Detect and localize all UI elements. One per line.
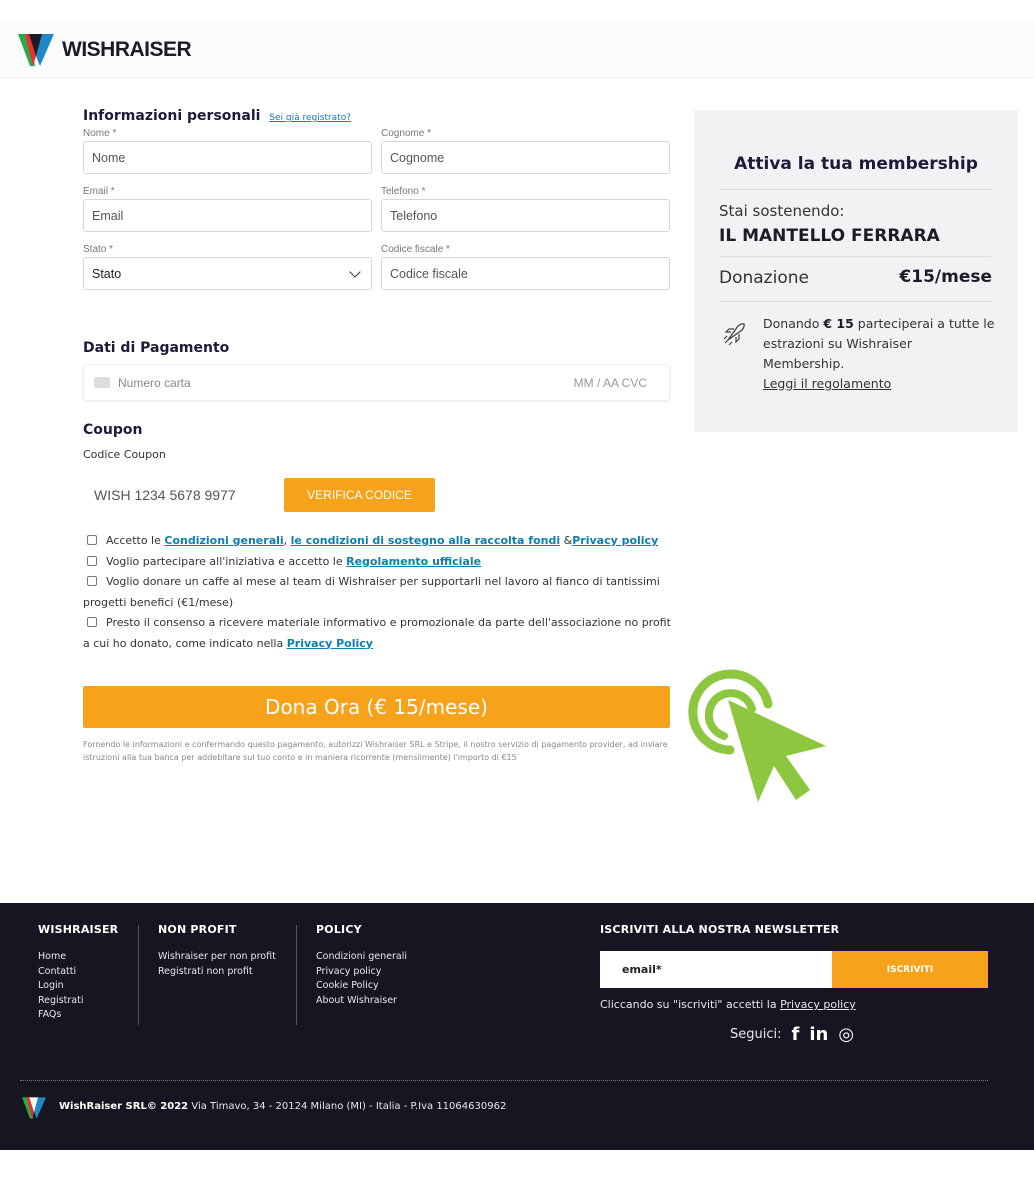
card-expiry-cvc[interactable]: MM / AA CVC (573, 375, 647, 390)
footer-col-nonprofit (158, 923, 276, 979)
wishraiser-logo-icon (18, 32, 54, 68)
site-header (0, 20, 1034, 78)
footer-link-wishraiser-nonprofit[interactable]: Wishraiser per non profit (158, 951, 276, 962)
regulation-checkbox[interactable] (87, 556, 97, 566)
cognome-input[interactable] (381, 141, 670, 174)
regolamento-ufficiale-link[interactable]: Regolamento ufficiale (346, 554, 482, 568)
footer-col-title: POLICY (316, 923, 362, 936)
newsletter-terms-text: Cliccando su "iscriviti" accetti la (600, 998, 781, 1011)
footer-link-cookie[interactable]: Cookie Policy (316, 980, 379, 991)
instagram-icon[interactable]: ◎ (838, 1024, 855, 1045)
newsletter-privacy-link[interactable]: Privacy policy (780, 998, 856, 1011)
consent-marketing (83, 613, 673, 654)
marketing-checkbox[interactable] (87, 617, 97, 627)
consent-regulation (83, 552, 673, 573)
footer-col-wishraiser (38, 923, 118, 1023)
footer-separator (138, 925, 139, 1025)
codice-fiscale-field-group (381, 242, 670, 290)
consent-terms-sep: , (283, 534, 291, 547)
wishraiser-logo-icon (22, 1096, 46, 1120)
footer-link-contatti[interactable]: Contatti (38, 965, 77, 977)
membership-panel (694, 110, 1018, 432)
footer-col-title: NON PROFIT (158, 923, 237, 936)
nome-input[interactable] (83, 141, 372, 174)
nome-label: Nome * (83, 128, 117, 139)
copyright-company: WishRaiser SRL© 2022 (59, 1101, 189, 1112)
terms-checkbox[interactable] (87, 535, 97, 545)
privacy-policy-link-2[interactable]: Privacy Policy (286, 636, 373, 650)
brand-logo[interactable] (18, 32, 191, 68)
condizioni-sostegno-link[interactable]: le condizioni di sostegno alla raccolta fondi (290, 534, 561, 547)
rocket-icon (722, 320, 748, 346)
footer-link-login[interactable]: Login (38, 980, 64, 991)
telefono-label: Telefono * (381, 186, 426, 197)
consent-terms-text: Accetto le (106, 534, 165, 547)
email-placeholder: Email (92, 208, 124, 223)
condizioni-generali-link[interactable]: Condizioni generali (164, 534, 284, 547)
newsletter-title-wrap (600, 923, 839, 950)
card-number-input[interactable] (83, 364, 670, 401)
stato-select[interactable] (83, 257, 372, 290)
personal-info-title (83, 108, 671, 124)
copyright-address: Via Timavo, 34 - 20124 Milano (MI) - Italia - P.Iva 11064630962 (188, 1101, 507, 1112)
coupon-label: Codice Coupon (83, 448, 166, 461)
note-prefix: Donando (763, 316, 824, 331)
divider (719, 301, 991, 302)
donation-form (83, 108, 671, 290)
membership-title: Attiva la tua membership (734, 154, 978, 174)
footer-link-condizioni[interactable]: Condizioni generali (316, 951, 408, 962)
divider (719, 256, 991, 257)
nome-field-group (83, 126, 372, 174)
regulation-link[interactable]: Leggi il regolamento (763, 376, 892, 391)
footer-link-privacy[interactable]: Privacy policy (316, 965, 382, 977)
coupon-title: Coupon (83, 422, 143, 438)
supported-organization: IL MANTELLO FERRARA (719, 226, 940, 246)
payment-title: Dati di Pagamento (83, 340, 230, 356)
newsletter-subscribe-button[interactable]: ISCRIVITI (832, 951, 988, 988)
social-follow (730, 1024, 854, 1045)
contact-row (83, 184, 671, 232)
consent-marketing-text: Presto il consenso a ricevere materiale informativo e promozionale da parte dell'associazione no profit a cui ho donato, come indicato nella (83, 616, 671, 650)
facebook-icon[interactable]: f (791, 1024, 800, 1045)
credit-card-icon (94, 377, 110, 388)
cognome-label: Cognome * (381, 128, 432, 139)
login-link[interactable]: Sei già registrato? (269, 113, 351, 123)
codice-fiscale-label: Codice fiscale * (381, 244, 450, 255)
email-input[interactable] (83, 199, 372, 232)
nome-placeholder: Nome (92, 150, 126, 165)
donate-now-button[interactable]: Dona Ora (€ 15/mese) (83, 686, 670, 728)
privacy-policy-link[interactable]: Privacy policy (572, 534, 659, 547)
telefono-placeholder: Telefono (390, 208, 438, 223)
newsletter-title: ISCRIVITI ALLA NOSTRA NEWSLETTER (600, 923, 840, 936)
footer-link-registrati[interactable]: Registrati (38, 994, 84, 1006)
consent-list (83, 531, 673, 654)
consent-coffee (83, 572, 673, 613)
codice-fiscale-input[interactable] (381, 257, 670, 290)
telefono-field-group (381, 184, 670, 232)
newsletter-email-input[interactable]: email* (600, 951, 832, 988)
footer-separator (296, 925, 297, 1025)
stato-value: Stato (92, 266, 122, 281)
click-cursor-icon (686, 664, 831, 806)
footer-link-home[interactable]: Home (38, 951, 67, 962)
donation-amount: €15/mese (899, 267, 992, 287)
footer-col-title: WISHRAISER (38, 923, 119, 936)
codice-fiscale-placeholder: Codice fiscale (390, 266, 468, 281)
consent-coffee-text: Voglio donare un caffe al mese al team di Wishraiser per supportarli nel lavoro al fianco di tantissimi progetti benefici (€1/mese) (83, 575, 660, 609)
supporting-label: Stai sostenendo: (719, 202, 845, 220)
linkedin-icon[interactable]: in (809, 1024, 829, 1045)
name-row (83, 126, 671, 174)
follow-label: Seguici: (730, 1027, 782, 1042)
footer-col-policy (316, 923, 407, 1008)
fiscal-row (83, 242, 671, 290)
card-number-placeholder: Numero carta (118, 375, 191, 390)
brand-name: WISHRAISER (62, 38, 192, 61)
footer-link-registrati-nonprofit[interactable]: Registrati non profit (158, 965, 253, 977)
cognome-field-group (381, 126, 670, 174)
footer-link-about[interactable]: About Wishraiser (316, 994, 397, 1006)
donation-label: Donazione (719, 268, 809, 288)
cognome-placeholder: Cognome (390, 150, 445, 165)
consent-regulation-text: Voglio partecipare all'iniziativa e accetto le (106, 554, 347, 568)
email-field-group (83, 184, 372, 232)
coupon-input[interactable]: WISH 1234 5678 9977 (94, 487, 236, 503)
personal-info-heading: Informazioni personali (83, 108, 261, 124)
consent-terms-amp: & (560, 534, 573, 547)
copyright (59, 1101, 506, 1112)
note-suffix: parteciperai a tutte le estrazioni su Wishraiser Membership. (763, 316, 995, 371)
verify-code-button[interactable]: VERIFICA CODICE (284, 478, 435, 512)
newsletter-terms (600, 998, 856, 1011)
coffee-checkbox[interactable] (87, 576, 97, 586)
stato-field-group (83, 242, 372, 290)
site-footer (0, 903, 1034, 1150)
divider (719, 189, 991, 190)
footer-divider (20, 1080, 988, 1081)
chevron-down-icon (349, 266, 360, 277)
consent-terms (83, 531, 673, 552)
note-amount: € 15 (823, 316, 854, 331)
payment-disclaimer: Fornendo le informazioni e confermando questo pagamento, autorizzi Wishraiser SRL e Stripe, il nostro servizio di pagamento provider, ad inviare istruzioni alla tua banca per addebitare sul tuo conto e in maniera ricorrente (mensilmente) l'importo di €15 (83, 740, 668, 762)
footer-link-faqs[interactable]: FAQs (38, 1009, 62, 1020)
email-label: Email * (83, 186, 115, 197)
stato-label: Stato * (83, 244, 114, 255)
membership-note (763, 314, 995, 394)
telefono-input[interactable] (381, 199, 670, 232)
